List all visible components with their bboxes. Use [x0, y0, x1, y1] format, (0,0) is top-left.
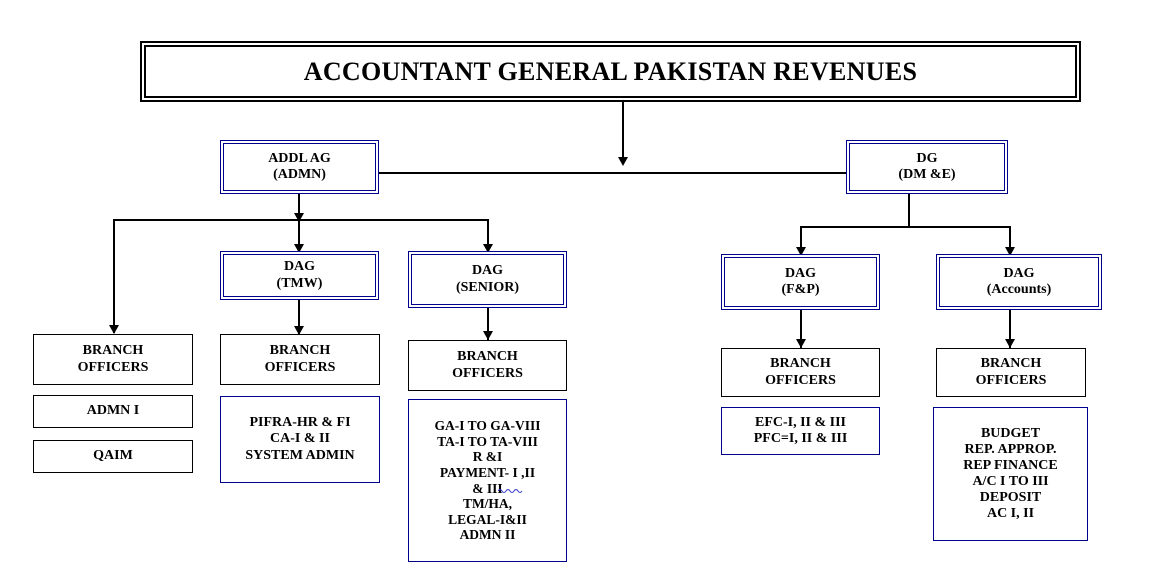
node-branch-officers-4-line1: BRANCH [770, 356, 831, 372]
node-senior-units-line6: TM/HA, [462, 496, 513, 512]
node-senior-units [408, 399, 567, 562]
node-qaim-label: QAIM [93, 448, 133, 464]
node-admn-i [33, 395, 193, 428]
node-senior-units-line4: PAYMENT- I ,II [439, 464, 536, 480]
arrow-title-to-spine [618, 157, 628, 166]
node-dag-tmw [220, 251, 379, 300]
node-branch-officers-2 [220, 334, 380, 385]
node-dag-senior-line2: (SENIOR) [455, 279, 519, 295]
node-tmw-units-line3: SYSTEM ADMIN [245, 447, 355, 463]
node-fp-units-line1: EFC-I, II & III [754, 414, 846, 430]
node-dg-line2: (DM &E) [898, 167, 956, 182]
node-addl-ag-line1: ADDL AG [268, 150, 331, 166]
node-dg [846, 140, 1008, 194]
node-branch-officers-1 [33, 334, 193, 385]
node-senior-units-line3: R &I [472, 449, 503, 465]
node-accounts-units [933, 407, 1088, 541]
node-dag-accounts-line2: (Accounts) [986, 282, 1052, 297]
node-fp-units-line2: PFC=I, II & III [753, 431, 848, 446]
connector-dg-down [908, 194, 910, 227]
node-dag-fp-line2: (F&P) [781, 282, 820, 297]
node-tmw-units-line1: PIFRA-HR & FI [249, 415, 351, 431]
arrow-accounts-branch [1005, 339, 1015, 348]
node-accounts-units-line6: AC I, II [986, 506, 1035, 522]
spellcheck-squiggle-icon [498, 487, 524, 493]
node-accounts-units-line1: BUDGET [980, 425, 1041, 441]
connector-spine-top [379, 172, 846, 174]
node-senior-units-line2: TA-I TO TA-VIII [437, 433, 538, 449]
node-dag-senior-line1: DAG [471, 263, 504, 279]
node-dag-tmw-line1: DAG [283, 259, 316, 275]
chart-title-text: ACCOUNTANT GENERAL PAKISTAN REVENUES [303, 56, 918, 86]
node-senior-units-line1: GA-I TO GA-VIII [434, 418, 541, 434]
node-branch-officers-1-line2: OFFICERS [77, 359, 149, 375]
node-branch-officers-1-line1: BRANCH [82, 343, 144, 359]
node-accounts-units-line5: DEPOSIT [979, 490, 1042, 506]
node-accounts-units-line3: REP FINANCE [963, 457, 1058, 473]
connector-addlag-bar [113, 219, 488, 221]
connector-title-down [622, 102, 624, 164]
node-senior-units-line5: & III [472, 480, 503, 496]
chart-title-box [140, 41, 1081, 102]
node-senior-units-line8: ADMN II [459, 527, 516, 543]
node-dag-accounts-line1: DAG [1003, 265, 1035, 281]
node-senior-units-line7: LEGAL-I&II [448, 511, 527, 527]
node-qaim [33, 440, 193, 473]
node-accounts-units-line2: REP. APPROP. [964, 441, 1057, 457]
node-admn-i-label: ADMN I [86, 403, 140, 419]
node-branch-officers-3 [408, 340, 567, 391]
node-fp-units [721, 407, 880, 455]
node-branch-officers-3-line2: OFFICERS [452, 365, 523, 381]
node-dg-line1: DG [916, 150, 938, 166]
node-branch-officers-2-line2: OFFICERS [264, 359, 336, 375]
node-branch-officers-5-line2: OFFICERS [975, 372, 1047, 388]
node-tmw-units-line2: CA-I & II [270, 431, 330, 447]
node-branch-officers-4 [721, 348, 880, 397]
node-dag-senior [408, 251, 567, 308]
node-branch-officers-3-line1: BRANCH [457, 349, 518, 365]
node-branch-officers-4-line2: OFFICERS [765, 372, 836, 388]
arrow-branch1-down [109, 325, 119, 334]
node-tmw-units [220, 396, 380, 483]
node-addl-ag-line2: (ADMN) [273, 167, 326, 182]
node-accounts-units-line4: A/C I TO III [972, 474, 1049, 489]
node-branch-officers-2-line1: BRANCH [269, 343, 331, 359]
node-branch-officers-5 [936, 348, 1086, 397]
connector-dg-bar [800, 226, 1010, 228]
connector-branch1-down [113, 219, 115, 333]
arrow-fp-branch [796, 339, 806, 348]
node-branch-officers-5-line1: BRANCH [980, 356, 1042, 372]
arrow-senior-branch [483, 331, 493, 340]
node-dag-fp [721, 254, 880, 310]
node-dag-tmw-line2: (TMW) [276, 275, 323, 291]
node-addl-ag [220, 140, 379, 194]
node-dag-accounts [936, 254, 1102, 310]
node-dag-fp-line1: DAG [784, 265, 817, 281]
